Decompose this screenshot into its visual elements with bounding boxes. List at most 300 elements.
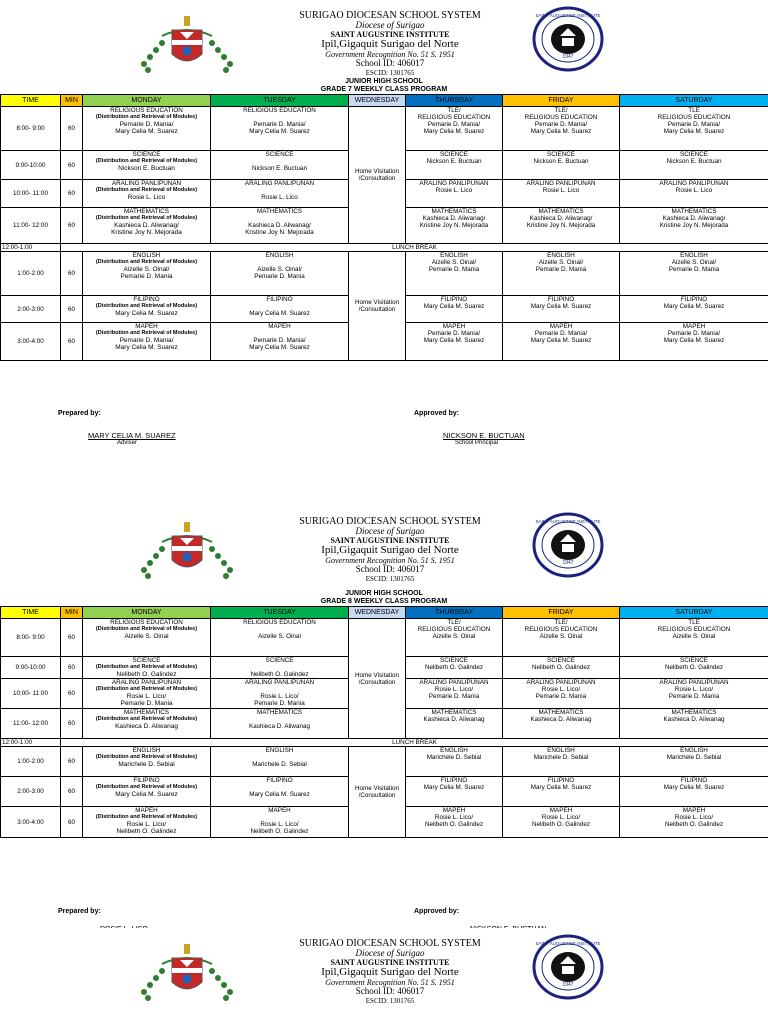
- subject: ARALING PANLIPUNAN: [111, 679, 182, 686]
- time-cell: 10:00- 11:00: [1, 180, 61, 208]
- svg-text:1947: 1947: [562, 982, 574, 988]
- sat-cell: [620, 252, 768, 296]
- subject: MATHEMATICS: [538, 208, 584, 215]
- svg-text:1947: 1947: [562, 560, 574, 566]
- grade7-sheet: [0, 0, 768, 446]
- subject: RELIGIOUS EDUCATION: [243, 107, 316, 114]
- subject: SCIENCE: [265, 657, 294, 664]
- subject: RELIGIOUS EDUCATION: [110, 107, 183, 114]
- gov-recognition: Government Recognition No. 51 S. 1951: [325, 978, 455, 987]
- teacher: Mary Celia M. Suarez: [115, 310, 178, 317]
- subject: TLE/: [447, 619, 461, 626]
- teacher: Kashieca D. Aliwanag/: [662, 215, 726, 222]
- wednesday-home-visitation: Home Visitation /Consultation: [349, 619, 406, 739]
- subject: ENGLISH: [132, 252, 161, 259]
- teacher: Pemarie D. Mania: [254, 700, 305, 707]
- teacher: Aizelle S. Oinal/: [671, 259, 717, 266]
- teacher: Rosie L. Lico: [542, 187, 580, 194]
- subject: TLE/: [554, 619, 568, 626]
- min-cell: 60: [61, 252, 83, 296]
- school-id: School ID: 406017: [355, 564, 425, 574]
- fri-cell: [503, 709, 620, 739]
- col-header-sat: SATURDAY: [620, 607, 768, 619]
- time-cell: 8:00- 9:00: [1, 107, 61, 151]
- min-cell: 60: [61, 679, 83, 709]
- school-header: [0, 506, 768, 583]
- min-cell: 60: [61, 180, 83, 208]
- sat-cell: [620, 619, 768, 657]
- teacher: Nelibeth O. Galindez: [424, 821, 484, 828]
- lunch-label: LUNCH BREAK: [61, 739, 768, 747]
- subject: ENGLISH: [132, 747, 161, 754]
- module-note: (Distribution and Retrieval of Modules): [95, 330, 198, 336]
- subject: ARALING PANLIPUNAN: [244, 679, 315, 686]
- subject: FILIPINO: [680, 777, 708, 784]
- time-cell: 1:00-2:00: [1, 747, 61, 777]
- teacher: Pemarie D. Mania: [535, 266, 587, 273]
- subject: MAPEH: [268, 807, 291, 814]
- teacher: Mary Celia M. Suarez: [249, 128, 310, 135]
- teacher: Rosie L. Lico: [261, 194, 298, 201]
- program-title: GRADE 8 WEEKLY CLASS PROGRAM: [320, 598, 448, 605]
- gov-recognition: Government Recognition No. 51 S. 1951: [325, 50, 455, 59]
- subject: RELIGIOUS EDUCATION: [417, 114, 491, 121]
- subject: SCIENCE: [547, 151, 575, 158]
- escid: ESCID: 1301765: [365, 575, 415, 583]
- subject: MAPEH: [549, 323, 573, 330]
- sat-cell: [620, 107, 768, 151]
- approved-name: NICKSON E. BUCTUAN: [443, 431, 525, 440]
- subject: FILIPINO: [440, 296, 468, 303]
- spacer: [212, 215, 347, 222]
- spacer: [212, 330, 347, 337]
- thu-cell: [406, 679, 503, 709]
- sat-cell: [620, 180, 768, 208]
- lunch-time: 12:00-1:00: [1, 739, 61, 747]
- teacher: Kristine Joy N. Mejorada: [111, 229, 182, 236]
- teacher: Pemarie D. Mania: [120, 700, 173, 707]
- fri-cell: [503, 747, 620, 777]
- spacer: [212, 187, 347, 194]
- teacher: Pemarie D. Mania: [120, 273, 173, 280]
- subject: RELIGIOUS EDUCATION: [524, 114, 598, 121]
- spacer: [212, 686, 347, 693]
- diocese-name: Diocese of Surigao: [355, 20, 425, 30]
- system-name: SURIGAO DIOCESAN SCHOOL SYSTEM: [299, 10, 481, 21]
- spacer: [212, 626, 347, 633]
- diocese-coat-of-arms-icon: [132, 14, 242, 74]
- subject: MATHEMATICS: [124, 208, 169, 215]
- schedule-row: [1, 107, 768, 151]
- sat-cell: [620, 208, 768, 244]
- subject: ENGLISH: [680, 252, 708, 259]
- sat-cell: [620, 323, 768, 361]
- fri-cell: [503, 323, 620, 361]
- teacher: Nelibeth O. Galindez: [424, 664, 484, 671]
- teacher: Kashieca D. Aliwanag/: [529, 215, 593, 222]
- teacher: Rosie L. Lico: [675, 187, 713, 194]
- module-note: (Distribution and Retrieval of Modules): [95, 114, 198, 120]
- lunch-label: LUNCH BREAK: [61, 244, 768, 252]
- prepared-by-label: Prepared by:: [58, 410, 101, 417]
- teacher: Rosie L. Lico/: [260, 693, 299, 700]
- lunch-row: [1, 244, 768, 252]
- teacher: Rosie L. Lico/: [674, 814, 714, 821]
- grade9-sheet-header: [0, 928, 768, 1012]
- sat-cell: [620, 709, 768, 739]
- monday-cell: [83, 151, 211, 180]
- grade8-titles: [0, 590, 768, 606]
- subject: SCIENCE: [680, 151, 708, 158]
- teacher: Pemarie D. Mania: [428, 266, 480, 273]
- teacher: Mary Celia M. Suarez: [423, 784, 485, 791]
- tuesday-cell: [211, 747, 349, 777]
- teacher: Pemarie D. Mania/: [253, 121, 306, 128]
- subject: MAPEH: [442, 807, 466, 814]
- sat-cell: [620, 151, 768, 180]
- svg-text:1947: 1947: [562, 54, 574, 60]
- subject: MAPEH: [682, 323, 706, 330]
- teacher: Pemarie D. Mania/: [119, 337, 174, 344]
- fri-cell: [503, 252, 620, 296]
- sat-cell: [620, 657, 768, 679]
- diocese-coat-of-arms-icon: [132, 942, 242, 1002]
- escid: ESCID: 1301765: [365, 997, 415, 1005]
- col-header-wed: WEDNESDAY: [349, 95, 406, 107]
- subject: MATHEMATICS: [671, 208, 717, 215]
- time-cell: 11:00- 12:00: [1, 208, 61, 244]
- spacer: [212, 664, 347, 671]
- col-header-mon: MONDAY: [83, 95, 211, 107]
- subject: ENGLISH: [265, 747, 294, 754]
- module-note: (Distribution and Retrieval of Modules): [95, 664, 198, 670]
- subject: MATHEMATICS: [124, 709, 169, 716]
- teacher: Pemarie D. Mania/: [534, 121, 588, 128]
- time-cell: 9:00-10:00: [1, 151, 61, 180]
- teacher: Mary Celia M. Suarez: [115, 344, 178, 351]
- teacher: Rosie L. Lico: [127, 194, 166, 201]
- subject: SCIENCE: [265, 151, 294, 158]
- module-note: (Distribution and Retrieval of Modules): [95, 754, 198, 760]
- system-name: SURIGAO DIOCESAN SCHOOL SYSTEM: [299, 938, 481, 949]
- teacher: Aizelle S. Oinal/: [123, 266, 170, 273]
- subject: TLE/: [554, 107, 568, 114]
- subject: RELIGIOUS EDUCATION: [243, 619, 316, 626]
- schedule-row: [1, 619, 768, 657]
- subject: ENGLISH: [547, 747, 575, 754]
- address: Ipil,Gigaquit Surigao del Norte: [321, 38, 459, 50]
- subject: ARALING PANLIPUNAN: [526, 180, 596, 187]
- schedule-row: [1, 747, 768, 777]
- header-row: [1, 95, 768, 107]
- schedule-row: [1, 252, 768, 296]
- teacher: Pemarie D. Mania/: [534, 330, 588, 337]
- module-note: (Distribution and Retrieval of Modules): [95, 784, 198, 790]
- teacher: Mary Celia M. Suarez: [663, 303, 725, 310]
- teacher: Mary Celia M. Suarez: [530, 337, 592, 344]
- teacher: Mary Celia M. Suarez: [530, 784, 592, 791]
- teacher: Kashieca D. Aliwanag: [530, 716, 592, 723]
- teacher: Kashieca D. Aliwanag/: [114, 222, 179, 229]
- monday-cell: [83, 323, 211, 361]
- fri-cell: [503, 296, 620, 323]
- subject: FILIPINO: [440, 777, 468, 784]
- teacher: Kashieca D. Aliwanag: [249, 723, 310, 730]
- spacer: [212, 114, 347, 121]
- tuesday-cell: [211, 323, 349, 361]
- teacher: Aizelle S. Oinal: [672, 633, 716, 640]
- monday-cell: [83, 807, 211, 838]
- school-level: JUNIOR HIGH SCHOOL: [345, 590, 423, 597]
- time-cell: 1:00-2:00: [1, 252, 61, 296]
- institute-name: SAINT AUGUSTINE INSTITUTE: [330, 536, 450, 545]
- module-note: (Distribution and Retrieval of Modules): [95, 215, 198, 221]
- fri-cell: [503, 208, 620, 244]
- module-note: (Distribution and Retrieval of Modules): [95, 686, 198, 692]
- teacher: Marichele D. Sebial: [666, 754, 722, 761]
- col-header-tue: TUESDAY: [211, 607, 349, 619]
- teacher: Nickson E. Buctuan: [533, 158, 589, 165]
- subject: MATHEMATICS: [671, 709, 717, 716]
- grade8-sheet: [0, 506, 768, 915]
- min-cell: 60: [61, 323, 83, 361]
- teacher: Mary Celia M. Suarez: [663, 337, 725, 344]
- subject: RELIGIOUS EDUCATION: [657, 114, 731, 121]
- subject: TLE: [688, 619, 700, 626]
- subject: ARALING PANLIPUNAN: [419, 180, 489, 187]
- header-row: [1, 607, 768, 619]
- teacher: Nickson E. Buctuan: [666, 158, 722, 165]
- fri-cell: [503, 180, 620, 208]
- monday-cell: [83, 777, 211, 807]
- spacer: [212, 158, 347, 165]
- teacher: Rosie L. Lico/: [541, 686, 581, 693]
- subject: SCIENCE: [132, 657, 161, 664]
- subject: SCIENCE: [547, 657, 575, 664]
- teacher: Mary Celia M. Suarez: [423, 303, 485, 310]
- thu-cell: [406, 296, 503, 323]
- subject: MAPEH: [549, 807, 573, 814]
- min-cell: 60: [61, 709, 83, 739]
- col-header-sat: SATURDAY: [620, 95, 768, 107]
- teacher: Aizelle S. Oinal: [432, 633, 476, 640]
- teacher: Kristine Joy N. Mejorada: [419, 222, 489, 229]
- teacher: Kristine Joy N. Mejorada: [245, 229, 314, 236]
- teacher: Mary Celia M. Suarez: [115, 128, 178, 135]
- teacher: Mary Celia M. Suarez: [423, 337, 485, 344]
- monday-cell: [83, 208, 211, 244]
- time-cell: 2:00-3:00: [1, 296, 61, 323]
- fri-cell: [503, 107, 620, 151]
- svg-text:SAINT AUGUSTINE INSTITUTE: SAINT AUGUSTINE INSTITUTE: [535, 941, 601, 946]
- tuesday-cell: [211, 657, 349, 679]
- grade7-schedule-table: [0, 94, 768, 361]
- time-cell: 11:00- 12:00: [1, 709, 61, 739]
- teacher: Pemarie D. Mania/: [119, 121, 174, 128]
- time-cell: 3:00-4:00: [1, 323, 61, 361]
- thu-cell: [406, 151, 503, 180]
- time-cell: 2:00-3:00: [1, 777, 61, 807]
- svg-text:SAINT AUGUSTINE INSTITUTE: SAINT AUGUSTINE INSTITUTE: [535, 519, 601, 524]
- subject: ENGLISH: [680, 747, 708, 754]
- teacher: Aizelle S. Oinal/: [538, 259, 584, 266]
- teacher: Mary Celia M. Suarez: [530, 303, 592, 310]
- teacher: Nickson E. Buctuan: [118, 165, 175, 172]
- school-seal-icon: [532, 512, 604, 578]
- subject: RELIGIOUS EDUCATION: [417, 626, 491, 633]
- prepared-name: MARY CELIA M. SUAREZ: [88, 431, 176, 440]
- teacher: Mary Celia M. Suarez: [423, 128, 485, 135]
- tuesday-cell: [211, 208, 349, 244]
- subject: FILIPINO: [547, 296, 575, 303]
- teacher: Nickson E. Buctuan: [252, 165, 307, 172]
- teacher: Nelibeth O. Galindez: [664, 821, 724, 828]
- teacher: Aizelle S. Oinal: [124, 633, 169, 640]
- teacher: Rosie L. Lico: [435, 187, 473, 194]
- subject: FILIPINO: [266, 296, 293, 303]
- subject: MATHEMATICS: [257, 709, 302, 716]
- teacher: Nelibeth O. Galindez: [664, 664, 724, 671]
- spacer: [212, 814, 347, 821]
- min-cell: 60: [61, 747, 83, 777]
- spacer: [212, 716, 347, 723]
- subject: RELIGIOUS EDUCATION: [524, 626, 598, 633]
- thu-cell: [406, 107, 503, 151]
- teacher: Mary Celia M. Suarez: [249, 791, 310, 798]
- subject: SCIENCE: [132, 151, 161, 158]
- diocese-coat-of-arms-icon: [132, 520, 242, 580]
- subject: SCIENCE: [440, 151, 468, 158]
- col-header-thu: THURSDAY: [406, 607, 503, 619]
- approved-by-label: Approved by:: [414, 908, 460, 915]
- teacher: Pemarie D. Mania/: [667, 330, 721, 337]
- approved-by-label: Approved by:: [414, 410, 460, 417]
- subject: MAPEH: [268, 323, 291, 330]
- monday-cell: [83, 747, 211, 777]
- teacher: Mary Celia M. Suarez: [663, 128, 725, 135]
- module-note: (Distribution and Retrieval of Modules): [95, 158, 198, 164]
- grade7-titles: [0, 78, 768, 94]
- thu-cell: [406, 777, 503, 807]
- program-title: GRADE 7 WEEKLY CLASS PROGRAM: [320, 86, 448, 93]
- teacher: Kristine Joy N. Mejorada: [526, 222, 596, 229]
- teacher: Nelibeth O. Galindez: [250, 828, 309, 835]
- teacher: Pemarie D. Mania: [254, 273, 305, 280]
- teacher: Kashieca D. Aliwanag: [423, 716, 485, 723]
- sat-cell: [620, 296, 768, 323]
- teacher: Mary Celia M. Suarez: [663, 784, 725, 791]
- min-cell: 60: [61, 151, 83, 180]
- teacher: Pemarie D. Mania: [535, 693, 587, 700]
- address: Ipil,Gigaquit Surigao del Norte: [321, 544, 459, 556]
- school-header: [0, 0, 768, 77]
- prepared-by-label: Prepared by:: [58, 908, 101, 915]
- teacher: Aizelle S. Oinal: [539, 633, 583, 640]
- sat-cell: [620, 807, 768, 838]
- fri-cell: [503, 657, 620, 679]
- school-seal-icon: [532, 6, 604, 72]
- lunch-row: [1, 739, 768, 747]
- thu-cell: [406, 807, 503, 838]
- teacher: Marichele D. Sebial: [426, 754, 482, 761]
- tuesday-cell: [211, 807, 349, 838]
- col-header-wed: WEDNESDAY: [349, 607, 406, 619]
- spacer: [212, 784, 347, 791]
- school-header: [0, 928, 768, 1005]
- thu-cell: [406, 252, 503, 296]
- min-cell: 60: [61, 807, 83, 838]
- thu-cell: [406, 208, 503, 244]
- lunch-time: 12:00-1:00: [1, 244, 61, 252]
- subject: ENGLISH: [265, 252, 294, 259]
- svg-text:SAINT AUGUSTINE INSTITUTE: SAINT AUGUSTINE INSTITUTE: [535, 13, 601, 18]
- fri-cell: [503, 151, 620, 180]
- teacher: Kashieca D. Aliwanag: [115, 723, 178, 730]
- teacher: Rosie L. Lico/: [126, 821, 167, 828]
- monday-cell: [83, 180, 211, 208]
- teacher: Nelibeth O. Galindez: [250, 671, 309, 678]
- teacher: Mary Celia M. Suarez: [249, 344, 310, 351]
- teacher: Nelibeth O. Galindez: [116, 828, 177, 835]
- escid: ESCID: 1301765: [365, 69, 415, 77]
- teacher: Rosie L. Lico/: [674, 686, 714, 693]
- subject: MATHEMATICS: [431, 709, 477, 716]
- teacher: Pemarie D. Mania: [668, 693, 720, 700]
- school-seal-icon: [532, 934, 604, 1000]
- teacher: Mary Celia M. Suarez: [249, 310, 310, 317]
- subject: FILIPINO: [266, 777, 293, 784]
- tuesday-cell: [211, 107, 349, 151]
- diocese-name: Diocese of Surigao: [355, 526, 425, 536]
- subject: ENGLISH: [440, 252, 468, 259]
- min-cell: 60: [61, 208, 83, 244]
- subject: FILIPINO: [133, 296, 160, 303]
- subject: MATHEMATICS: [538, 709, 584, 716]
- sat-cell: [620, 747, 768, 777]
- subject: SCIENCE: [440, 657, 468, 664]
- institute-name: SAINT AUGUSTINE INSTITUTE: [330, 958, 450, 967]
- subject: MAPEH: [442, 323, 466, 330]
- subject: TLE: [688, 107, 700, 114]
- fri-cell: [503, 807, 620, 838]
- teacher: Marichele D. Sebial: [252, 761, 307, 768]
- monday-cell: [83, 679, 211, 709]
- subject: FILIPINO: [133, 777, 160, 784]
- time-cell: 9:00-10:00: [1, 657, 61, 679]
- teacher: Pemarie D. Mania/: [427, 121, 481, 128]
- teacher: Pemarie D. Mania: [428, 693, 480, 700]
- module-note: (Distribution and Retrieval of Modules): [95, 303, 198, 309]
- subject: ARALING PANLIPUNAN: [244, 180, 315, 187]
- teacher: Rosie L. Lico/: [434, 686, 474, 693]
- monday-cell: [83, 107, 211, 151]
- col-header-thu: THURSDAY: [406, 95, 503, 107]
- col-header-time: TIME: [1, 607, 61, 619]
- tuesday-cell: [211, 252, 349, 296]
- col-header-time: TIME: [1, 95, 61, 107]
- teacher: Kashieca D. Aliwanag/: [248, 222, 311, 229]
- teacher: Aizelle S. Oinal/: [431, 259, 477, 266]
- monday-cell: [83, 296, 211, 323]
- school-id: School ID: 406017: [355, 986, 425, 996]
- teacher: Pemarie D. Mania: [668, 266, 720, 273]
- fri-cell: [503, 777, 620, 807]
- gov-recognition: Government Recognition No. 51 S. 1951: [325, 556, 455, 565]
- thu-cell: [406, 619, 503, 657]
- teacher: Aizelle S. Oinal: [258, 633, 301, 640]
- teacher: Rosie L. Lico/: [126, 693, 167, 700]
- time-cell: 10:00- 11:00: [1, 679, 61, 709]
